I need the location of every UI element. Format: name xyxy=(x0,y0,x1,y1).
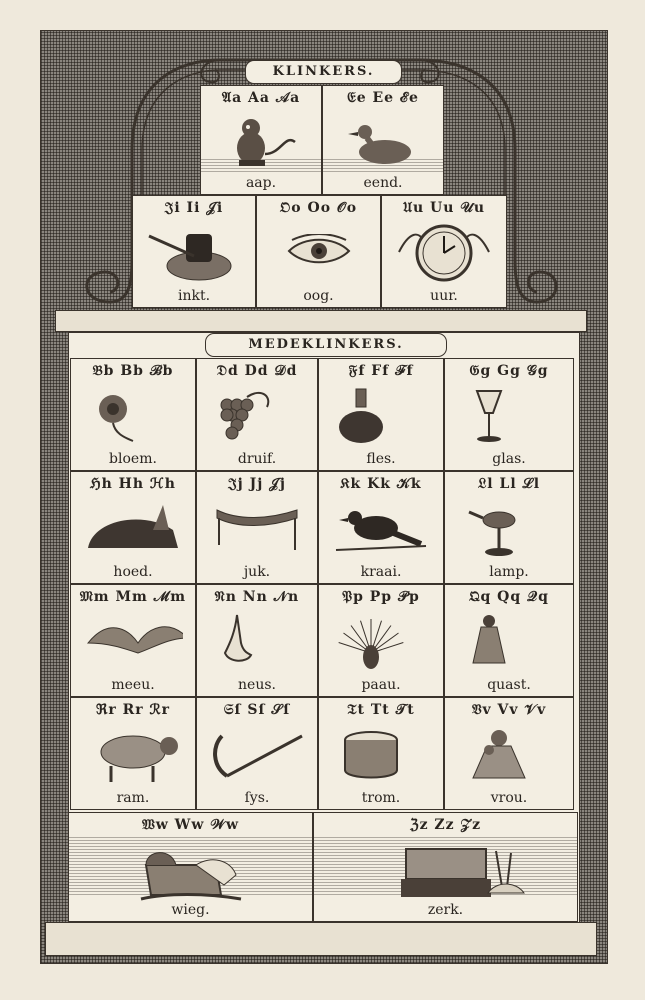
woman-icon xyxy=(459,726,559,784)
letter-cell-vrou xyxy=(444,697,574,810)
word-label: uur. xyxy=(430,288,458,304)
word-label: fles. xyxy=(366,451,396,467)
bottle-icon xyxy=(331,387,431,445)
letter-forms: 𝔒o Oo 𝒪o xyxy=(279,200,358,216)
word-label: trom. xyxy=(361,790,401,806)
flower-icon xyxy=(83,387,183,445)
hat-icon xyxy=(83,500,183,558)
word-label: quast. xyxy=(487,677,531,693)
letter-cell-a xyxy=(200,85,322,195)
nose-icon xyxy=(207,613,307,671)
word-label: druif. xyxy=(237,451,277,467)
ram-icon xyxy=(83,726,183,784)
letter-cell-w xyxy=(68,812,313,922)
letter-forms: 𝔚w Ww 𝒲w xyxy=(141,817,240,833)
word-label: juk. xyxy=(243,564,271,580)
monkey-icon xyxy=(221,114,301,170)
pedestal-base xyxy=(45,922,597,956)
letter-forms: 𝔙v Vv 𝒱v xyxy=(471,702,547,718)
word-label: wieg. xyxy=(171,902,210,918)
letter-forms: 𝔘u Uu 𝒰u xyxy=(402,200,486,216)
letter-forms: 𝔅b Bb ℬb xyxy=(92,363,174,379)
peacock-icon xyxy=(331,613,431,671)
letter-cell-fles xyxy=(318,358,444,471)
word-label: meeu. xyxy=(111,677,155,693)
letter-cell-quast xyxy=(444,584,574,697)
letter-forms: 𝔎k Kk 𝒦k xyxy=(340,476,422,492)
letter-cell-ſys xyxy=(196,697,318,810)
eye-icon xyxy=(284,234,354,268)
scythe-icon xyxy=(207,726,307,784)
word-label: lamp. xyxy=(489,564,529,580)
letter-cell-lamp xyxy=(444,471,574,584)
letter-forms: 𝔍i Ii 𝒥i xyxy=(164,200,224,216)
letter-forms: 𝔗t Tt 𝒯t xyxy=(347,702,415,718)
letter-forms: ℜr Rr ℛr xyxy=(95,702,171,718)
word-label: zerk. xyxy=(427,902,464,918)
letter-forms: 𝔊g Gg 𝒢g xyxy=(469,363,549,379)
glass-icon xyxy=(459,387,559,445)
word-label: oog. xyxy=(303,288,334,304)
cradle-icon xyxy=(136,845,246,903)
letter-forms: 𝔍j Jj 𝒥j xyxy=(228,476,286,492)
letter-cell-hoed xyxy=(70,471,196,584)
crow-icon xyxy=(331,500,431,558)
word-label: vrou. xyxy=(490,790,528,806)
gull-icon xyxy=(83,613,183,671)
letter-cell-u xyxy=(381,195,507,308)
letter-forms: 𝔑n Nn 𝒩n xyxy=(214,589,300,605)
letter-forms: 𝔔q Qq 𝒬q xyxy=(469,589,549,605)
letter-cell-trom xyxy=(318,697,444,810)
letter-forms: ℌh Hh ℋh xyxy=(90,476,176,492)
word-label: aap. xyxy=(245,175,277,191)
letter-cell-ram xyxy=(70,697,196,810)
word-label: ſys. xyxy=(244,790,270,806)
word-label: kraai. xyxy=(360,564,402,580)
letter-cell-neus xyxy=(196,584,318,697)
letter-forms: 𝔐m Mm ℳm xyxy=(79,589,187,605)
letter-cell-juk xyxy=(196,471,318,584)
letter-cell-z xyxy=(313,812,578,922)
letter-forms: 𝔄a Aa 𝒜a xyxy=(221,90,301,106)
word-label: eend. xyxy=(363,175,403,191)
letter-forms: 𝔇d Dd 𝒟d xyxy=(216,363,298,379)
yoke-icon xyxy=(207,500,307,558)
word-label: neus. xyxy=(238,677,276,693)
letter-cell-i xyxy=(132,195,256,308)
grapes-icon xyxy=(207,387,307,445)
letter-forms: 𝔖ſ Sſ 𝒮ſ xyxy=(223,702,291,718)
letter-forms: 𝔈e Ee ℰe xyxy=(347,90,419,106)
word-label: paau. xyxy=(361,677,401,693)
tombstone-icon xyxy=(366,841,526,901)
word-label: bloem. xyxy=(109,451,157,467)
klinkers-banner: KLINKERS. xyxy=(245,60,402,84)
letter-cell-meeu xyxy=(70,584,196,697)
inkpot-icon xyxy=(144,226,244,284)
letter-forms: 𝔏l Ll ℒl xyxy=(477,476,541,492)
letter-cell-e xyxy=(322,85,444,195)
word-label: hoed. xyxy=(113,564,153,580)
letter-forms: 𝔉f Ff ℱf xyxy=(348,363,414,379)
word-label: ram. xyxy=(116,790,150,806)
letter-forms: ℨz Zz 𝒵z xyxy=(409,817,482,833)
letter-cell-glas xyxy=(444,358,574,471)
cornice-ledge xyxy=(55,310,587,332)
duck-icon xyxy=(343,118,423,168)
letter-cell-kraai xyxy=(318,471,444,584)
lamp-icon xyxy=(459,500,559,558)
letter-cell-paau xyxy=(318,584,444,697)
word-label: glas. xyxy=(492,451,526,467)
word-label: inkt. xyxy=(177,288,211,304)
clock-icon xyxy=(394,222,494,284)
tassel-icon xyxy=(459,613,559,671)
medeklinkers-banner: MEDEKLINKERS. xyxy=(205,333,447,357)
letter-cell-o xyxy=(256,195,381,308)
letter-forms: 𝔓p Pp 𝒫p xyxy=(342,589,420,605)
letter-cell-druif xyxy=(196,358,318,471)
letter-cell-bloem xyxy=(70,358,196,471)
drum-icon xyxy=(331,726,431,784)
